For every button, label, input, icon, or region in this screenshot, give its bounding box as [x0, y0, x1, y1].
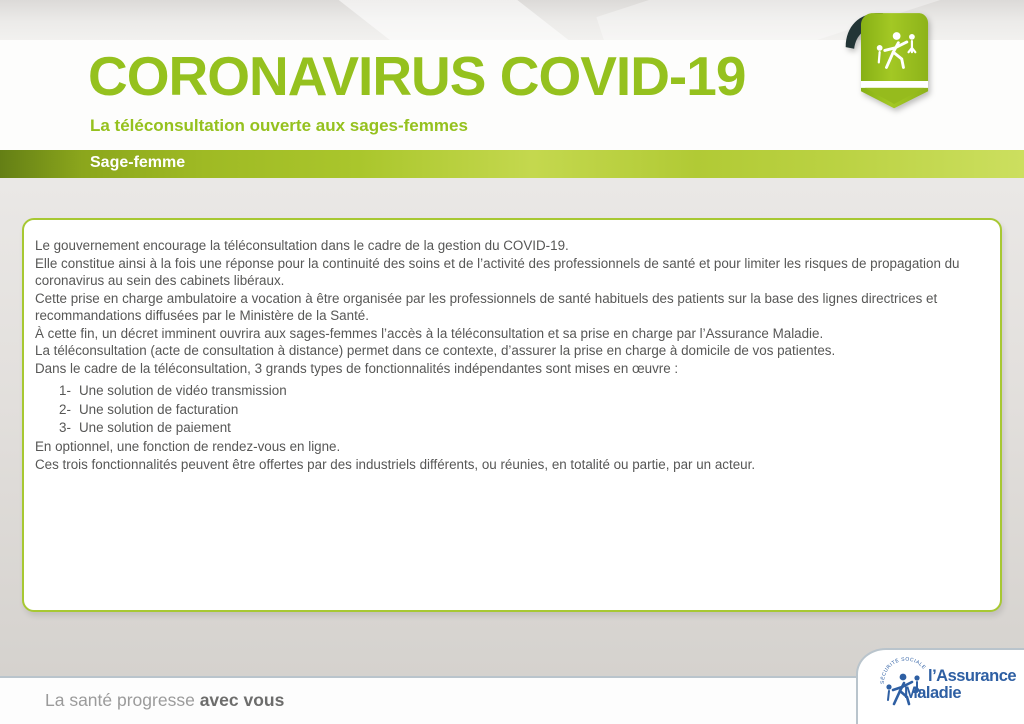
list-item-number: 3- [59, 420, 71, 435]
list-item [59, 419, 965, 438]
paragraph: À cette fin, un décret imminent ouvrira aux sages-femmes l’accès à la téléconsultation et sa prise en charge par l’Assurance Maladie. [35, 325, 824, 341]
list-item-text: Une solution de vidéo transmission [79, 383, 287, 398]
list-item-text: Une solution de facturation [79, 401, 239, 417]
logo-line1: l’Assurance [928, 667, 1017, 685]
content-box [22, 218, 1002, 612]
logo-line2: Maladie [904, 684, 962, 702]
paragraph: Elle constitue ainsi à la fois une réponse pour la continuité des soins et de l’activité des professionnels de santé et pour limiter les risques de propagation du coronavirus au sein des cabinets libéraux. [35, 255, 960, 288]
content-text [24, 220, 1000, 474]
top-band-sheen [324, 0, 597, 40]
tagline-regular: La santé progresse [45, 690, 200, 710]
top-band-sheen [596, 0, 1023, 40]
numbered-list [59, 382, 965, 438]
tagline-bold: avec vous [199, 690, 285, 710]
paragraph: Dans le cadre de la téléconsultation, 3 grands types de fonctionnalités indépendantes sont mises en œuvre : [35, 360, 679, 376]
closing-paragraph: Ces trois fonctionnalités peuvent être offertes par des industriels différents, ou réunies, en totalité ou partie, par un acteur. [35, 457, 756, 472]
logo-wordmark [904, 668, 1016, 702]
list-item-text: Une solution de paiement [79, 420, 231, 435]
assurance-maladie-logo [856, 648, 1024, 724]
page-title: CORONAVIRUS COVID-19 [88, 45, 746, 107]
list-item-number: 1- [59, 383, 71, 398]
paragraph: La téléconsultation (acte de consultation à distance) permet dans ce contexte, d’assurer la prise en charge à domicile de vos patientes. [35, 343, 836, 358]
footer-tagline [45, 690, 284, 711]
list-item [59, 382, 965, 401]
list-item-number: 2- [59, 401, 71, 417]
paragraph: Cette prise en charge ambulatoire a vocation à être organisée par les professionnels de santé habituels des patients sur la base des lignes directrices et recommandations diffusées par le Ministère de la Santé. [35, 290, 938, 323]
optional-note: En optionnel, une fonction de rendez-vous en ligne. [35, 438, 341, 454]
section-bar-label: Sage-femme [90, 154, 186, 171]
section-bar [0, 150, 1024, 178]
page-subtitle: La téléconsultation ouverte aux sages-femmes [90, 116, 468, 135]
paragraph: Le gouvernement encourage la téléconsultation dans le cadre de la gestion du COVID-19. [35, 238, 569, 253]
list-item [59, 401, 965, 420]
logo-arc-text: SÉCURITÉ SOCIALE [880, 656, 927, 685]
ribbon-white-band-icon [861, 81, 928, 88]
assurance-maladie-ribbon-icon [844, 8, 934, 115]
